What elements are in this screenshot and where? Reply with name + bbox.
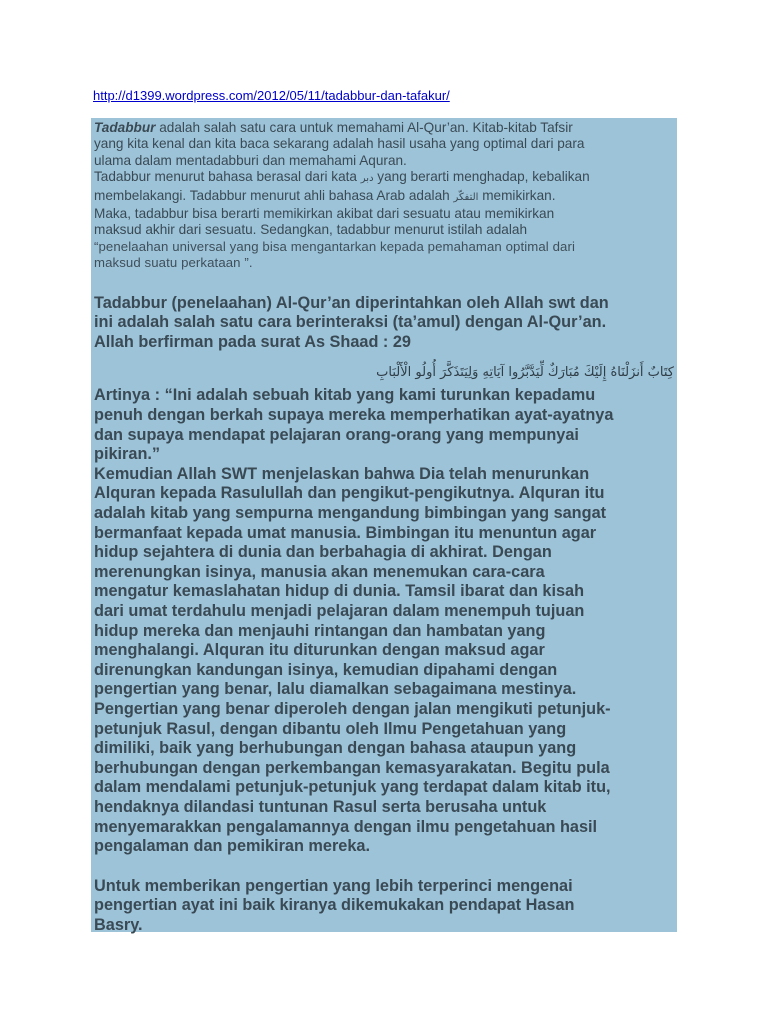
text-line: penuh dengan berkah supaya mereka memperhatikan ayat-ayatnya	[94, 406, 614, 425]
intro-text: yang berarti menghadap, kebalikan	[373, 169, 590, 185]
text-line: Basry.	[94, 915, 143, 934]
text-line: merenungkan isinya, manusia akan menemukan cara-cara	[94, 562, 545, 581]
text-line: Kemudian Allah SWT menjelaskan bahwa Dia telah menurunkan	[94, 464, 590, 483]
arabic-word: التفكّر	[453, 191, 479, 203]
text-line: Allah berfirman pada surat As Shaad : 29	[94, 332, 411, 351]
text-line: bermanfaat kepada umat manusia. Bimbingan itu menuntun agar	[94, 523, 597, 542]
text-line: Pengertian yang benar diperoleh dengan jalan mengikuti petunjuk-	[94, 699, 611, 718]
intro-paragraph	[94, 120, 674, 272]
intro-text: ulama dalam mentadabburi dan memahami Aquran.	[94, 152, 407, 168]
text-line: petunjuk Rasul, dengan dibantu oleh Ilmu Pengetahuan yang	[94, 719, 567, 738]
text-line: dalam mendalami petunjuk-petunjuk yang terdapat dalam kitab itu,	[94, 778, 611, 797]
text-line: hendaknya dilandasi tuntunan Rasul serta berusaha untuk	[94, 797, 547, 816]
text-line: ini adalah salah satu cara berinteraksi (ta’amul) dengan Al-Qur’an.	[94, 313, 607, 332]
arabic-word: دبر	[360, 173, 374, 185]
text-line: pengalaman dan pemikiran mereka.	[94, 837, 370, 856]
intro-text: Maka, tadabbur bisa berarti memikirkan akibat dari sesuatu atau memikirkan	[94, 206, 555, 222]
definition-text: maksud suatu perkataan ”.	[94, 255, 253, 271]
text-line: pengertian yang benar, lalu diamalkan sebagaimana mestinya.	[94, 680, 577, 699]
text-line: hidup sejahtera di dunia dan berbahagia di akhirat. Dengan	[94, 543, 552, 562]
text-line: Tadabbur (penelaahan) Al-Qur’an diperintahkan oleh Allah swt dan	[94, 293, 609, 312]
paragraph-command	[94, 294, 674, 353]
intro-text: adalah salah satu cara untuk memahami Al-Qur’an. Kitab-kitab Tafsir	[155, 120, 573, 135]
text-line: dari umat terdahulu menjadi pelajaran dalam menempuh tujuan	[94, 601, 585, 620]
paragraph-explanation	[94, 386, 674, 856]
quran-verse: كِتَابٌ أَنزَلْنَاهُ إِلَيْكَ مُبَارَكٌ لِّيَدَّبَّرُوا آيَاتِهِ وَلِيَتَذَكَّرَ أُولُو الْأَلْبَابِ	[376, 365, 674, 381]
text-line: hidup mereka dan menjauhi rintangan dan hambatan yang	[94, 621, 546, 640]
definition-text: “penelaahan universal yang bisa mengantarkan kepada pemahaman optimal dari	[94, 238, 575, 254]
text-line: direnungkan kandungan isinya, kemudian dipahami dengan	[94, 660, 558, 679]
paragraph-hasan-basry	[94, 877, 674, 936]
text-line: mengatur kemaslahatan hidup di dunia. Tamsil ibarat dan kisah	[94, 582, 585, 601]
text-line: pikiran.”	[94, 445, 161, 464]
text-line: menghalangi. Alquran itu diturunkan dengan maksud agar	[94, 641, 545, 660]
article-box	[91, 118, 677, 932]
text-line: dimiliki, baik yang berhubungan dengan bahasa ataupun yang	[94, 739, 577, 758]
text-line: dan supaya mendapat pelajaran orang-orang yang mempunyai	[94, 425, 579, 444]
intro-text: membelakangi. Tadabbur menurut ahli bahasa Arab adalah	[94, 187, 454, 203]
text-line: adalah kitab yang sempurna mengandung bimbingan yang sangat	[94, 504, 607, 522]
text-line: Untuk memberikan pengertian yang lebih terperinci mengenai	[94, 876, 573, 895]
intro-text: yang kita kenal dan kita baca sekarang adalah hasil usaha yang optimal dari para	[94, 136, 585, 152]
intro-text: Tadabbur menurut bahasa berasal dari kata	[94, 169, 361, 185]
text-line: berhubungan dengan perkembangan kemasyarakatan. Begitu pula	[94, 758, 610, 777]
intro-text: memikirkan.	[478, 187, 556, 203]
text-line: Artinya : “Ini adalah sebuah kitab yang kami turunkan kepadamu	[94, 386, 596, 405]
intro-text: maksud akhir dari sesuatu. Sedangkan, tadabbur menurut istilah adalah	[94, 222, 528, 238]
text-line: pengertian ayat ini baik kiranya dikemukakan pendapat Hasan	[94, 896, 575, 915]
text-line: menyemarakkan pengalamannya dengan ilmu pengetahuan hasil	[94, 817, 598, 836]
source-link[interactable]: http://d1399.wordpress.com/2012/05/11/tadabbur-dan-tafakur/	[93, 88, 450, 103]
text-line: Alquran kepada Rasulullah dan pengikut-pengikutnya. Alquran itu	[94, 484, 605, 503]
term-tadabbur: Tadabbur	[94, 120, 156, 135]
